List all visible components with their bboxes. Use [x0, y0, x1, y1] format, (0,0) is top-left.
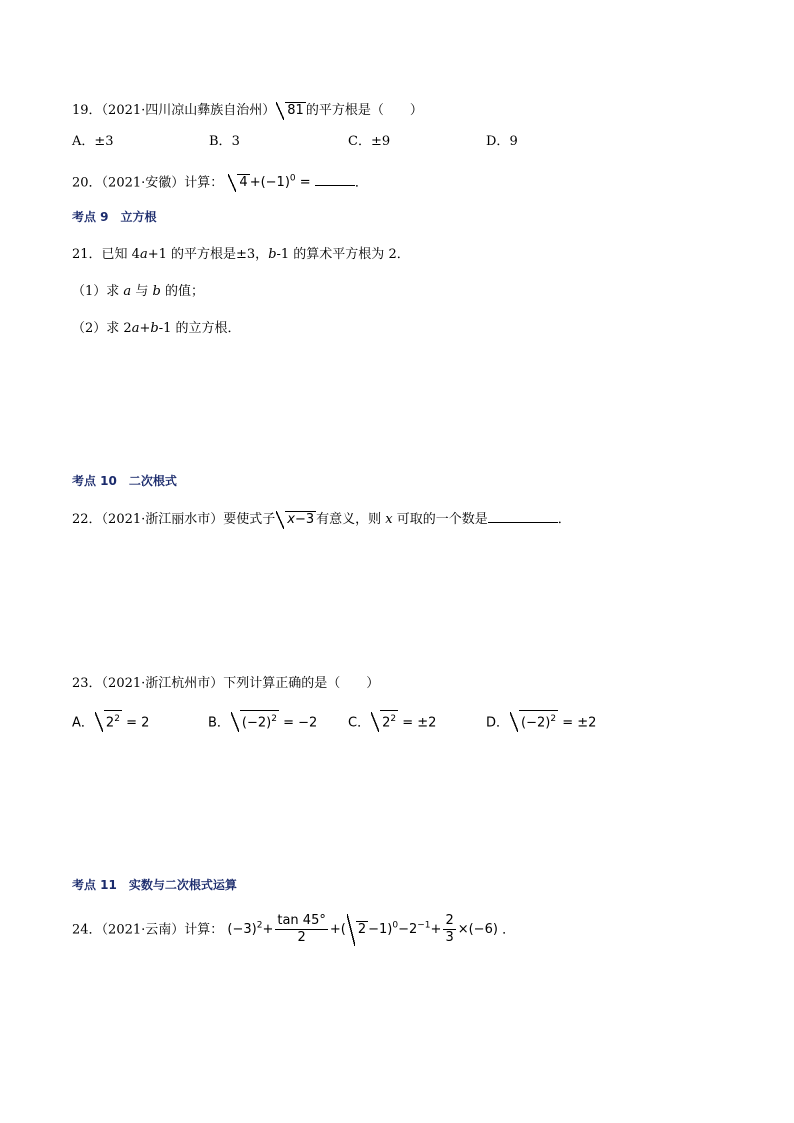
fraction: $\frac{2}{3}$ — [445, 913, 454, 946]
fraction: $\frac{\tan 45^\circ}{2}$ — [277, 913, 326, 946]
q20-exponent: 0 — [289, 174, 296, 184]
q19-option-a: A．±3 — [72, 134, 114, 149]
sqrt-symbol — [276, 100, 306, 122]
q23-option-c: C． $2^2 = \pm 2$ — [348, 710, 436, 734]
q20-number: 20． — [72, 175, 102, 191]
sqrt-symbol: $2^2$ — [371, 710, 398, 734]
sqrt-symbol: $(-2)^2$ — [510, 710, 558, 734]
q23-option-b: B． $(-2)^2 = -2$ — [208, 710, 317, 734]
q23-option-a: A． $2^2 = 2$ — [72, 710, 149, 734]
q22-answer-blank[interactable] — [488, 508, 558, 523]
question-21-part-1: （1）求 a 与 b 的值； — [72, 284, 204, 299]
sqrt-symbol: 2 — [347, 912, 368, 948]
sqrt-symbol: x−3 — [276, 509, 316, 531]
q19-option-d: D．9 — [486, 134, 518, 149]
q19-number: 19． — [72, 103, 102, 118]
q20-answer-blank[interactable] — [315, 171, 355, 186]
sqrt-symbol — [228, 172, 249, 194]
q19-source: （2021·四川凉山彝族自治州） — [101, 103, 276, 118]
sqrt-symbol: $(-2)^2$ — [231, 710, 279, 734]
q20-expr: +(−1) — [249, 175, 290, 191]
q19-radicand: 81 — [287, 103, 304, 118]
sqrt-symbol: $2^2$ — [95, 710, 122, 734]
section-heading-10: 考点 10 二次根式 — [72, 474, 177, 488]
question-19 — [72, 100, 423, 122]
question-22: 22．（2021·浙江丽水市）要使式子 x−3 有意义，则 x 可取的一个数是 ． — [72, 508, 571, 531]
section-heading-9: 考点 9 立方根 — [72, 210, 157, 224]
q20-source: （2021·安徽）计算： — [101, 175, 224, 191]
q19-tail: 的平方根是（ ） — [305, 103, 423, 118]
q19-option-b: B．3 — [209, 134, 240, 149]
q20-equals: = — [299, 175, 311, 191]
q20-radicand: 4 — [239, 175, 248, 191]
question-24: 24．（2021·云南）计算： $(-3)^2+$ $\frac{\tan 45^\circ}{2}$ +( $2 -1)^0-2^{-1}+$ $\frac{2}{3}$ ×(−6) ． — [72, 908, 515, 948]
question-20: 20．（2021·安徽）计算： $4 +(-1)^0$ = ． — [72, 168, 368, 194]
section-heading-11: 考点 11 实数与二次根式运算 — [72, 878, 237, 892]
question-21: 21．已知 4a+1 的平方根是±3，b-1 的算术平方根为 2． — [72, 247, 410, 262]
q19-option-c: C．±9 — [348, 134, 391, 149]
question-21-part-2: （2）求 2a+b-1 的立方根． — [72, 321, 241, 336]
question-23: 23．（2021·浙江杭州市）下列计算正确的是（ ） — [72, 676, 380, 691]
q23-option-d: D． $(-2)^2 = \pm 2$ — [486, 710, 596, 734]
